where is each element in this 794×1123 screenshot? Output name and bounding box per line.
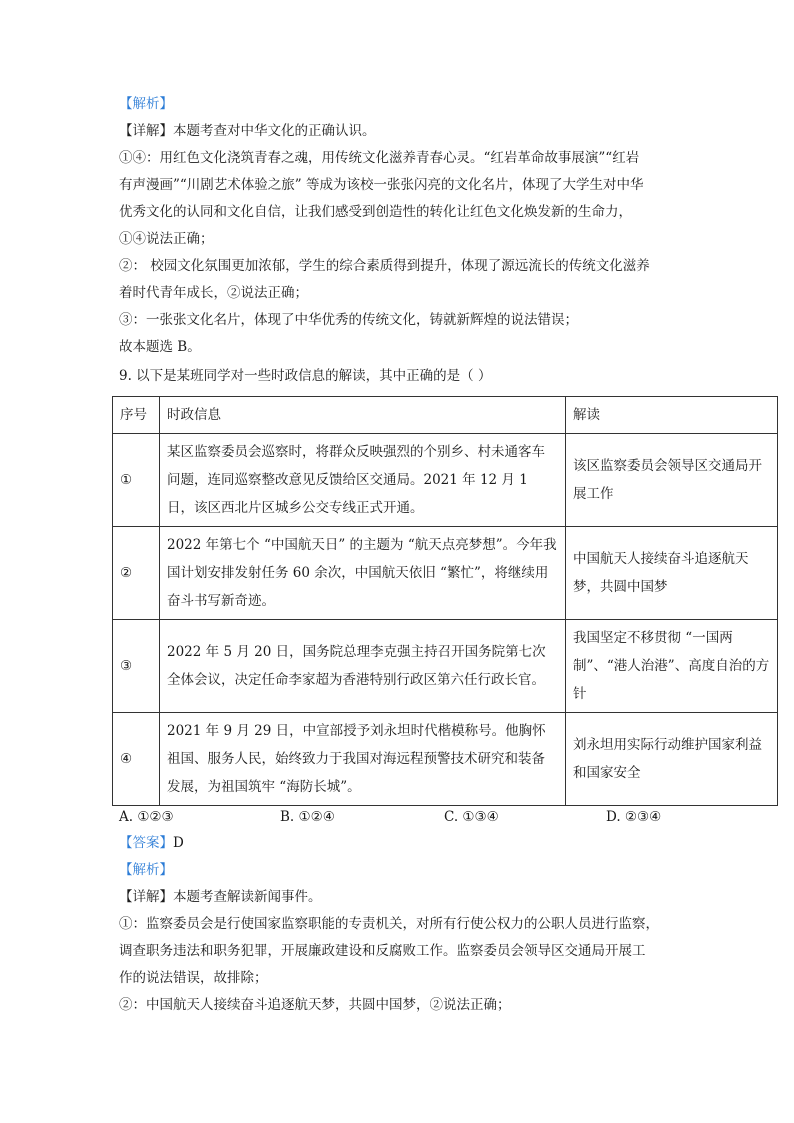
table-row bbox=[113, 713, 778, 806]
header-cell: 时政信息 bbox=[160, 397, 566, 434]
row-number: ② bbox=[113, 527, 160, 620]
answer-value: D bbox=[173, 835, 184, 851]
answer-heading: 【答案】 bbox=[119, 835, 173, 851]
paragraph-line: ②： 校园文化氛围更加浓郁，学生的综合素质得到提升，体现了源远流长的传统文化滋养 bbox=[119, 258, 650, 274]
option-a: A. ①②③ bbox=[119, 809, 174, 825]
row-number: ④ bbox=[113, 713, 160, 806]
row-reading: 我国坚定不移贯彻 “一国两制”、“港人治港”、高度自治的方针 bbox=[566, 620, 778, 713]
answer-options bbox=[119, 807, 779, 827]
analysis-heading: 【解析】 bbox=[119, 862, 173, 878]
analysis-heading: 【解析】 bbox=[119, 96, 173, 112]
table-row bbox=[113, 434, 778, 527]
header-cell: 序号 bbox=[113, 397, 160, 434]
paragraph-line: ②：中国航天人接续奋斗追逐航天梦，共圆中国梦，②说法正确； bbox=[119, 997, 511, 1013]
detail-intro: 【详解】本题考查解读新闻事件。 bbox=[119, 889, 322, 905]
header-cell: 解读 bbox=[566, 397, 778, 434]
table-row bbox=[113, 620, 778, 713]
paragraph-line: 着时代青年成长，②说法正确； bbox=[119, 285, 308, 301]
question-stem: 9. 以下是某班同学对一些时政信息的解读，其中正确的是（ ） bbox=[119, 368, 492, 384]
table-row bbox=[113, 527, 778, 620]
row-number: ① bbox=[113, 434, 160, 527]
option-d: D. ②③④ bbox=[606, 809, 662, 825]
row-info: 2022 年 5 月 20 日，国务院总理李克强主持召开国务院第七次全体会议，决定任命李家超为香港特别行政区第六任行政长官。 bbox=[160, 620, 566, 713]
detail-intro: 【详解】本题考查对中华文化的正确认识。 bbox=[119, 123, 376, 139]
option-c: C. ①③④ bbox=[444, 809, 499, 825]
row-info: 2022 年第七个 “中国航天日” 的主题为 “航天点亮梦想”。今年我国计划安排发射任务 60 余次，中国航天依旧 “繁忙”，将继续用奋斗书写新奇迹。 bbox=[160, 527, 566, 620]
row-reading: 该区监察委员会领导区交通局开展工作 bbox=[566, 434, 778, 527]
paragraph-line: 有声漫画”“川剧艺术体验之旅” 等成为该校一张张闪亮的文化名片，体现了大学生对中华 bbox=[119, 177, 644, 193]
row-info: 某区监察委员会巡察时，将群众反映强烈的个别乡、村未通客车问题，连同巡察整改意见反馈给区交通局。2021 年 12 月 1 日，该区西北片区城乡公交专线正式开通。 bbox=[160, 434, 566, 527]
paragraph-line: ③：一张张文化名片，体现了中华优秀的传统文化，铸就新辉煌的说法错误； bbox=[119, 312, 578, 328]
table-header-row bbox=[113, 397, 778, 434]
paragraph-line: 优秀文化的认同和文化自信，让我们感受到创造性的转化让红色文化焕发新的生命力， bbox=[119, 204, 632, 220]
paragraph-line: ①④说法正确； bbox=[119, 231, 214, 247]
paragraph-line: 作的说法错误，故排除； bbox=[119, 970, 268, 986]
paragraph-line: ①：监察委员会是行使国家监察职能的专责机关，对所有行使公权力的公职人员进行监察， bbox=[119, 916, 659, 932]
question-table bbox=[112, 396, 778, 806]
paragraph-line: ①④：用红色文化浇筑青春之魂，用传统文化滋养青春心灵。“红岩革命故事展演”“红岩 bbox=[119, 150, 640, 166]
row-info: 2021 年 9 月 29 日，中宣部授予刘永坦时代楷模称号。他胸怀祖国、服务人民，始终致力于我国对海远程预警技术研究和装备发展，为祖国筑牢 “海防长城”。 bbox=[160, 713, 566, 806]
answer-line bbox=[119, 833, 184, 853]
row-reading: 刘永坦用实际行动维护国家利益和国家安全 bbox=[566, 713, 778, 806]
paragraph-line: 调查职务违法和职务犯罪，开展廉政建设和反腐败工作。监察委员会领导区交通局开展工 bbox=[119, 943, 646, 959]
option-b: B. ①②④ bbox=[280, 809, 335, 825]
row-number: ③ bbox=[113, 620, 160, 713]
row-reading: 中国航天人接续奋斗追逐航天梦，共圆中国梦 bbox=[566, 527, 778, 620]
conclusion: 故本题选 B。 bbox=[119, 339, 201, 355]
